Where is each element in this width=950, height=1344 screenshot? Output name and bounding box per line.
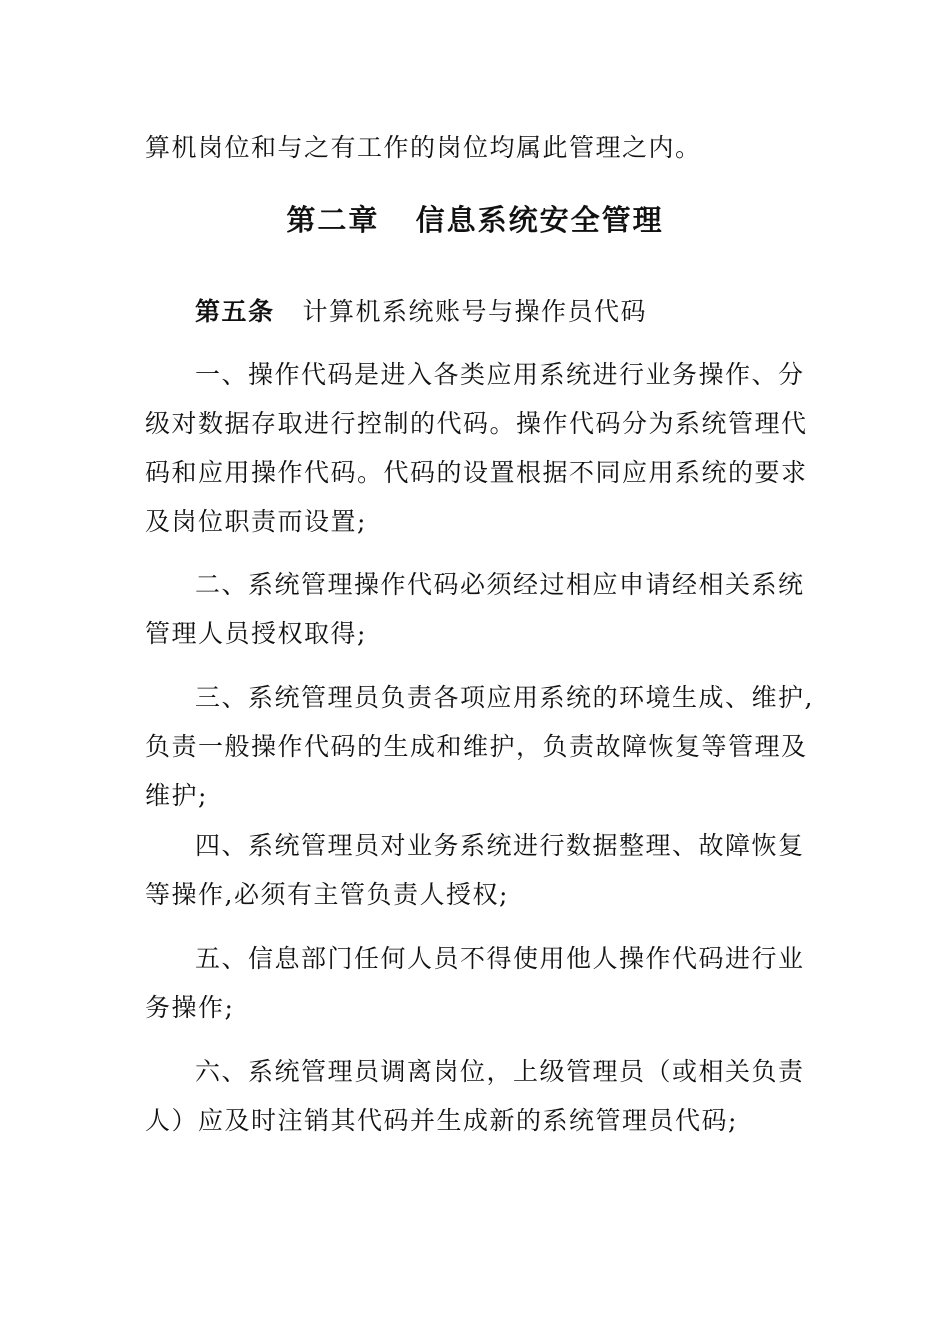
article-heading	[195, 294, 647, 330]
paragraph-line: 二、系统管理操作代码必须经过相应申请经相关系统	[195, 570, 805, 599]
paragraph-line: 三、系统管理员负责各项应用系统的环境生成、维护,	[195, 683, 814, 712]
paragraph-line: 及岗位职责而设置;	[145, 507, 367, 536]
paragraph-line: 六、系统管理员调离岗位，上级管理员（或相关负责	[195, 1057, 805, 1086]
paragraph-line: 级对数据存取进行控制的代码。操作代码分为系统管理代	[145, 409, 808, 438]
paragraph-line: 四、系统管理员对业务系统进行数据整理、故障恢复	[195, 831, 805, 860]
paragraph-line: 负责一般操作代码的生成和维护，负责故障恢复等管理及	[145, 732, 808, 761]
chapter-title: 第二章 信息系统安全管理	[286, 203, 664, 237]
article-title: 计算机系统账号与操作员代码	[302, 297, 648, 326]
intro-line: 算机岗位和与之有工作的岗位均属此管理之内。	[145, 133, 702, 162]
paragraph-line: 等操作,必须有主管负责人授权;	[145, 880, 509, 909]
paragraph-line: 务操作;	[145, 993, 235, 1022]
paragraph-line: 人）应及时注销其代码并生成新的系统管理员代码;	[145, 1106, 738, 1135]
paragraph-line: 五、信息部门任何人员不得使用他人操作代码进行业	[195, 944, 805, 973]
paragraph-line: 码和应用操作代码。代码的设置根据不同应用系统的要求	[145, 458, 808, 487]
paragraph-line: 管理人员授权取得;	[145, 619, 367, 648]
paragraph-line: 一、操作代码是进入各类应用系统进行业务操作、分	[195, 360, 805, 389]
article-number: 第五条	[195, 297, 275, 326]
paragraph-line: 维护;	[145, 781, 208, 810]
